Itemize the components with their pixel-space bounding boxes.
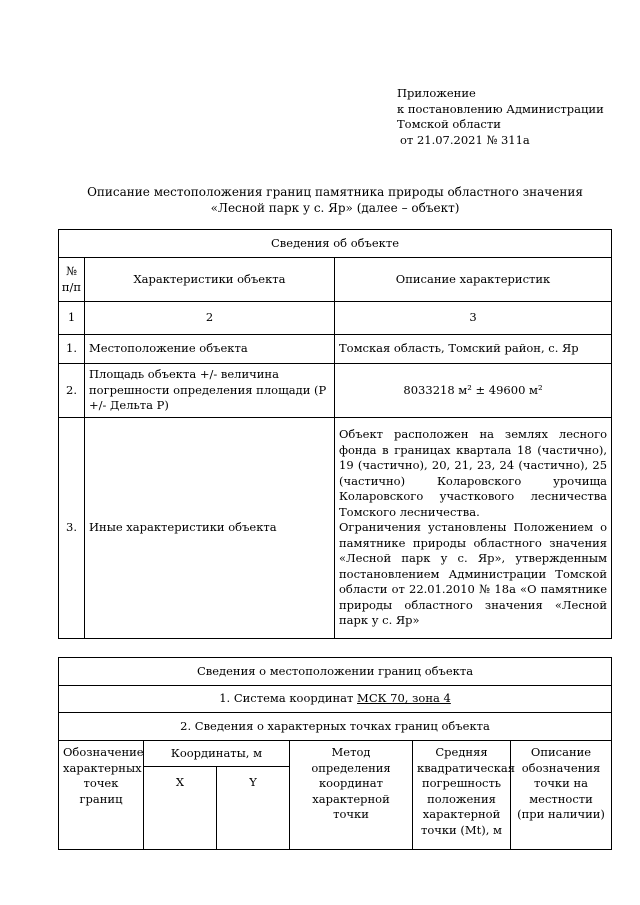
row-characteristic: Площадь объекта +/- величина погрешности определения площади (Р +/- Дельта Р) xyxy=(85,364,335,418)
description-paragraph: Объект расположен на землях лесного фонда в границах квартала 18 (частично), 19 (частично), 20, 21, 23, 24 (частично), 25 (частично) Коларовского урочища Коларовского участкового лесничества Томского лесничества. xyxy=(339,427,608,519)
row-characteristic: Местоположение объекта xyxy=(85,335,335,364)
col-description-header: Описание характеристик xyxy=(335,258,612,302)
appendix-line: от 21.07.2021 № 311а xyxy=(400,132,530,147)
col-coordinates: Координаты, м xyxy=(144,741,290,767)
index-cell: 3 xyxy=(335,302,612,335)
row-number: 1. xyxy=(59,335,85,364)
characteristic-points-header: 2. Сведения о характерных точках границ объекта xyxy=(59,713,612,741)
col-x: X xyxy=(144,767,217,850)
document-title xyxy=(60,184,610,216)
boundary-location-table xyxy=(58,657,612,850)
index-cell: 2 xyxy=(85,302,335,335)
table-row xyxy=(59,418,612,639)
col-mean-error: Средняя квадратическая погрешность положения характерной точки (Mt), м xyxy=(413,741,511,850)
row-number: 3. xyxy=(59,418,85,639)
boundary-table-header: Сведения о местоположении границ объекта xyxy=(59,658,612,686)
title-line-1: Описание местоположения границ памятника природы областного значения xyxy=(87,185,583,199)
table-row xyxy=(59,364,612,418)
title-line-2: «Лесной парк у с. Яр» (далее – объект) xyxy=(210,201,460,215)
coordinate-system-row xyxy=(59,686,612,713)
index-cell: 1 xyxy=(59,302,85,335)
row-description: 8033218 м² ± 49600 м² xyxy=(335,364,612,418)
object-info-table xyxy=(58,229,612,639)
object-info-header: Сведения об объекте xyxy=(59,230,612,258)
col-characteristics-header: Характеристики объекта xyxy=(85,258,335,302)
row-number: 2. xyxy=(59,364,85,418)
row-description: Томская область, Томский район, с. Яр xyxy=(335,335,612,364)
appendix-line: к постановлению Администрации xyxy=(397,101,604,116)
appendix-line: Приложение xyxy=(397,86,476,100)
table-row xyxy=(59,335,612,364)
col-point-designation: Обозначение характерных точек границ xyxy=(59,741,144,850)
description-paragraph: Ограничения установлены Положением о памятнике природы областного значения «Лесной парк у с. Яр», утвержденным постановлением Администрации Томской области от 22.01.2010 № 18а «О памятнике природы областного значения «Лесной парк у с. Яр» xyxy=(339,520,608,628)
row-characteristic: Иные характеристики объекта xyxy=(85,418,335,639)
row-description xyxy=(335,418,612,639)
coordinate-system-label: 1. Система координат xyxy=(219,691,358,706)
appendix-block xyxy=(397,86,604,148)
coordinate-system-value: МСК 70, зона 4 xyxy=(357,691,451,706)
col-number-header: № п/п xyxy=(59,258,85,302)
appendix-line: Томской области xyxy=(397,117,501,131)
col-method: Метод определения координат характерной точки xyxy=(290,741,413,850)
col-y: Y xyxy=(217,767,290,850)
col-point-description: Описание обозначения точки на местности (при наличии) xyxy=(511,741,612,850)
